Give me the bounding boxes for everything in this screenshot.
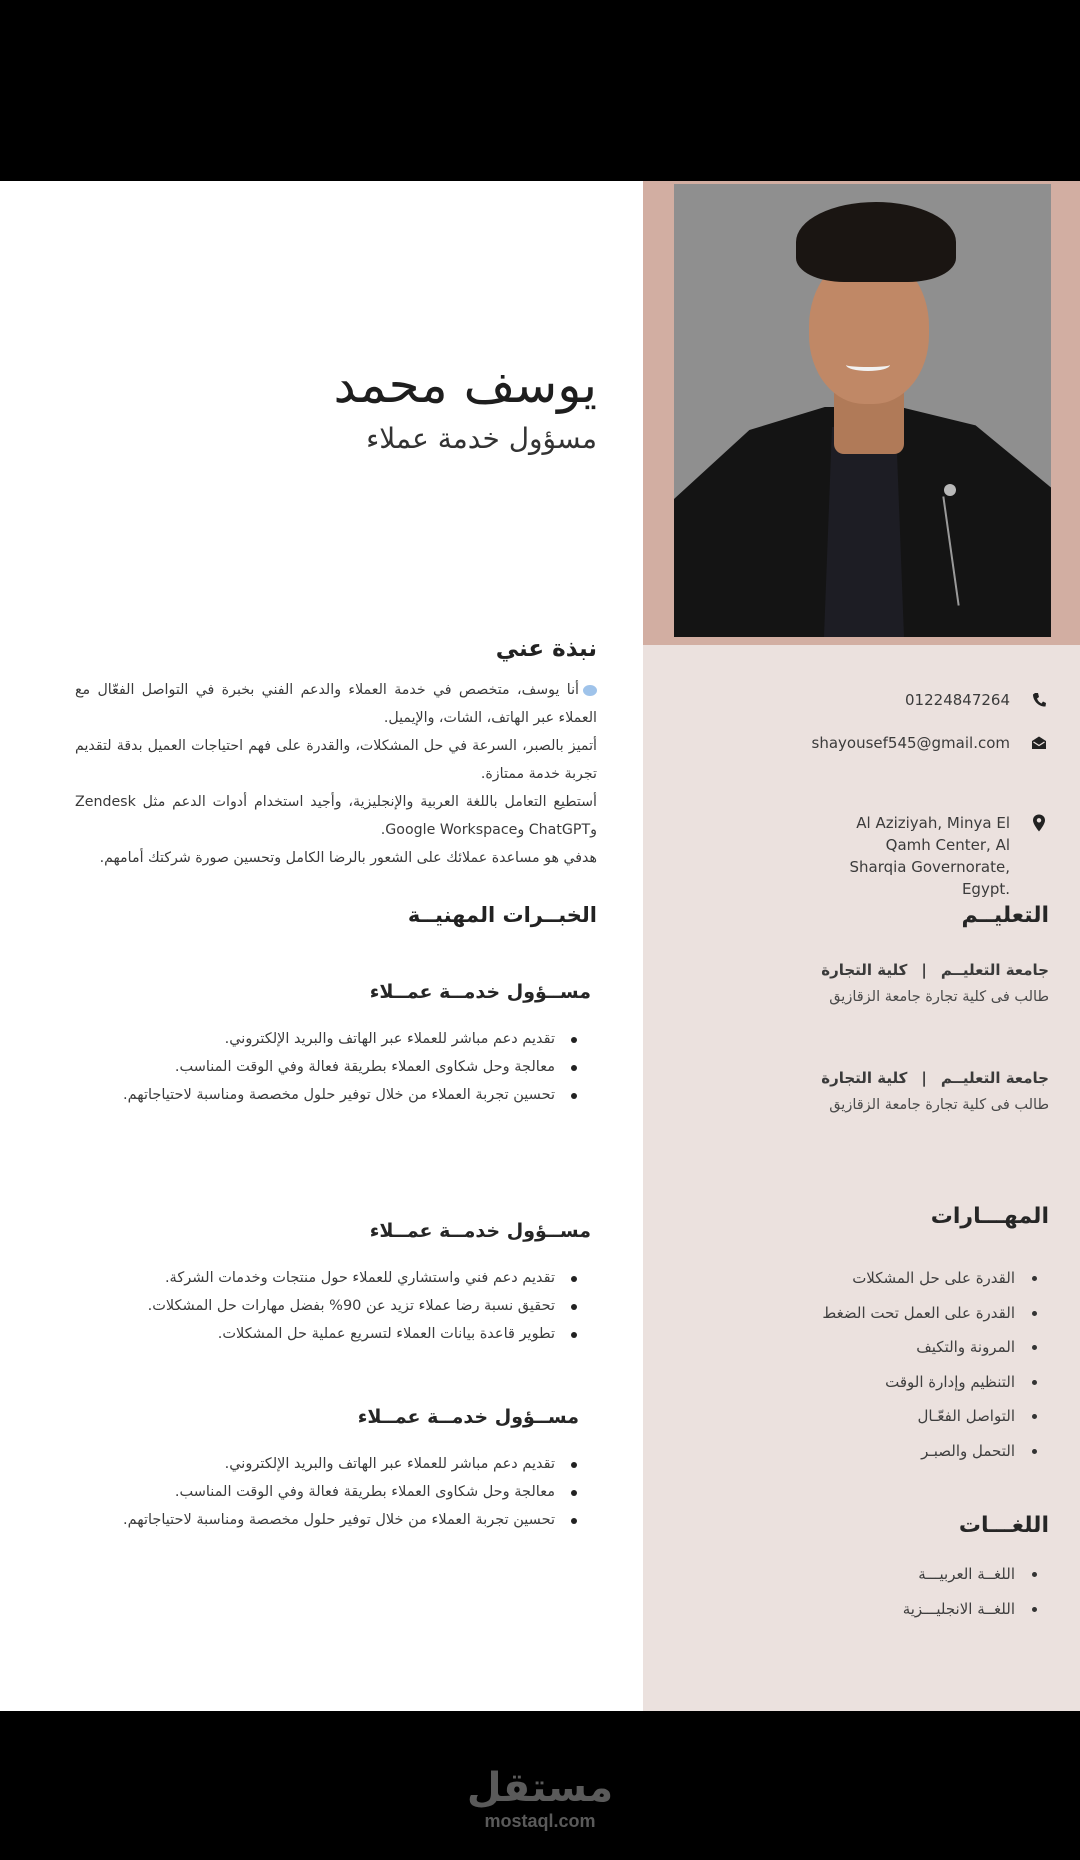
about-text [75,676,597,872]
job-bullets [55,1450,597,1534]
skill-item: التواصل الفعّـال [822,1399,1049,1434]
speech-bubble-icon [583,685,597,696]
photo-band [643,181,1080,645]
about-heading: نبذة عني [495,636,597,662]
education-entry-title [821,961,1049,979]
photo-hair [796,202,956,282]
language-item: اللغــة الانجليـــزية [903,1592,1049,1627]
mostaql-logo[interactable] [0,1767,1080,1832]
university-name: جامعة التعليــم [940,1069,1049,1087]
skills-heading: المهـــارات [930,1204,1049,1229]
job-bullet: معالجة وحل شكاوى العملاء بطريقة فعالة وفي الوقت المناسب. [67,1053,597,1081]
skill-item: التحمل والصبـر [822,1434,1049,1469]
job-bullet: تحقيق نسبة رضا عملاء تزيد عن 90% بفضل مهارات حل المشكلات. [67,1292,597,1320]
photo-smile [846,359,890,371]
job-bullet: تقديم دعم مباشر للعملاء عبر الهاتف والبريد الإلكتروني. [67,1025,597,1053]
contact-address [840,812,1050,900]
language-item: اللغــة العربيـــة [903,1557,1049,1592]
top-black-bar [0,0,1080,181]
skill-item: المرونة والتكيف [822,1330,1049,1365]
experience-heading: الخبــرات المهنيــة [407,903,597,927]
job-bullet: تحسين تجربة العملاء من خلال توفير حلول مخصصة ومناسبة لاحتياجاتهم. [55,1506,597,1534]
skill-item: القدرة على حل المشكلات [822,1261,1049,1296]
header-block [333,356,597,455]
job-bullets [67,1264,597,1348]
separator: | [921,961,927,979]
job-entry-title: مســؤول خدمــة عمــلاء [369,1220,591,1242]
skills-list [822,1261,1049,1468]
education-entry-title [821,1069,1049,1087]
job-bullet: معالجة وحل شكاوى العملاء بطريقة فعالة وفي الوقت المناسب. [55,1478,597,1506]
photo-shirt [824,427,904,637]
about-paragraph: أتميز بالصبر، السرعة في حل المشكلات، والقدرة على فهم احتياجات العميل بدقة لتقديم تجربة خدمة ممتازة. [75,738,597,782]
job-entry-title: مســؤول خدمــة عمــلاء [369,981,591,1003]
faculty-name: كلية التجارة [821,1069,908,1087]
job-bullet: تطوير قاعدة بيانات العملاء لتسريع عملية حل المشكلات. [67,1320,597,1348]
contact-email [812,732,1051,754]
job-entry [67,981,597,1109]
languages-heading: اللغـــات [958,1513,1049,1538]
profile-photo [674,184,1051,637]
education-entry [821,1069,1049,1113]
separator: | [921,1069,927,1087]
photo-lapel-pin [944,484,956,496]
envelope-icon [1028,732,1050,754]
about-paragraph: أستطيع التعامل باللغة العربية والإنجليزية، وأجيد استخدام أدوات الدعم مثل Zendesk وChatGPT وGoogle Workspace. [75,794,597,838]
skill-item: القدرة على العمل تحت الضغط [822,1296,1049,1331]
person-name: يوسف محمد [333,356,597,414]
education-entry [821,961,1049,1005]
job-bullet: تقديم دعم مباشر للعملاء عبر الهاتف والبريد الإلكتروني. [55,1450,597,1478]
skill-item: التنظيم وإدارة الوقت [822,1365,1049,1400]
street-address: Al Aziziyah, Minya El Qamh Center, Al Sharqia Governorate, Egypt. [849,814,1010,898]
email-address[interactable]: shayousef545@gmail.com [811,734,1010,752]
phone-number[interactable]: 01224847264 [905,691,1010,709]
map-pin-icon [1028,812,1050,834]
job-bullet: تحسين تجربة العملاء من خلال توفير حلول مخصصة ومناسبة لاحتياجاتهم. [67,1081,597,1109]
job-bullet: تقديم دعم فني واستشاري للعملاء حول منتجات وخدمات الشركة. [67,1264,597,1292]
footer [0,1711,1080,1860]
education-description: طالب فى كلية تجارة جامعة الزقازيق [829,989,1049,1005]
education-heading: التعليــم [961,903,1049,928]
logo-domain: mostaql.com [484,1811,596,1831]
logo-arabic: مستقل [466,1765,614,1811]
education-description: طالب فى كلية تجارة جامعة الزقازيق [829,1097,1049,1113]
about-paragraph: هدفي هو مساعدة عملائك على الشعور بالرضا الكامل وتحسين صورة شركتك أمامهم. [99,850,597,866]
job-entry [55,1406,585,1534]
cv-page [0,181,1080,1711]
job-bullets [67,1025,597,1109]
languages-list [903,1557,1049,1626]
contact-phone [905,689,1050,711]
job-title: مسؤول خدمة عملاء [366,422,597,455]
sidebar [643,181,1080,1711]
job-entry-title: مســؤول خدمــة عمــلاء [357,1406,579,1428]
about-section [75,636,597,872]
faculty-name: كلية التجارة [821,961,908,979]
job-entry [67,1220,597,1348]
phone-icon [1028,689,1050,711]
about-paragraph: أنا يوسف، متخصص في خدمة العملاء والدعم الفني بخبرة في التواصل الفعّال مع العملاء عبر الهاتف، الشات، والإيميل. [75,682,597,726]
university-name: جامعة التعليــم [940,961,1049,979]
